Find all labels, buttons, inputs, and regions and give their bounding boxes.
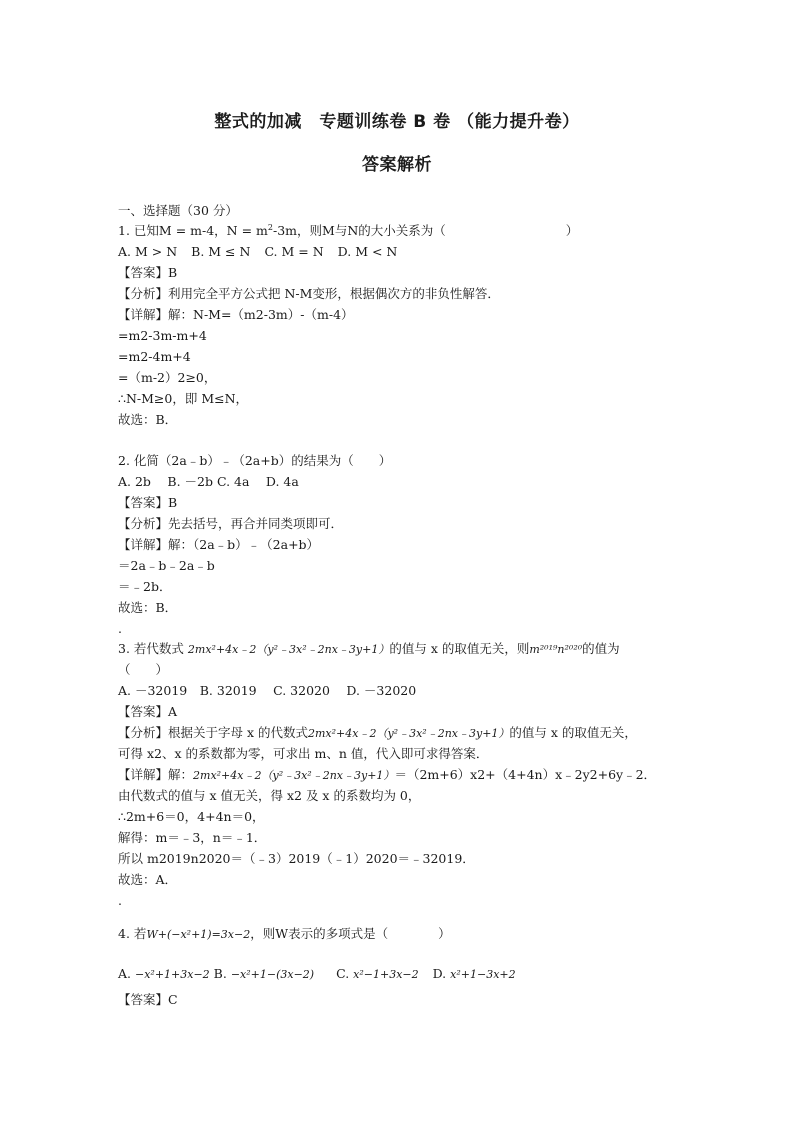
question-3-solution-line: 所以 m2019n2020＝（﹣3）2019（﹣1）2020＝﹣32019． bbox=[118, 851, 475, 866]
question-3-solution-line: 故选：A． bbox=[118, 872, 178, 887]
algebraic-expression: 2mx²+4x﹣2（y²﹣3x²﹣2nx﹣3y+1） bbox=[193, 769, 395, 782]
algebraic-expression: 2mx²+4x﹣2（y²﹣3x²﹣2nx﹣3y+1） bbox=[187, 643, 390, 656]
question-text: 若 bbox=[133, 926, 147, 941]
question-1-solution-line: =m2-4m+4 bbox=[118, 349, 191, 364]
option-d-label: D. bbox=[432, 966, 447, 981]
question-2-solution-line: 【详解】解：（2a﹣b）﹣（2a+b） bbox=[118, 537, 320, 552]
question-1-solution-line: =m2-3m-m+4 bbox=[118, 328, 207, 343]
target-expression: m²⁰¹⁹n²⁰²⁰ bbox=[529, 643, 583, 656]
question-number: 4. bbox=[118, 926, 130, 941]
question-3-answer: 【答案】A bbox=[118, 704, 178, 719]
question-text: -3m，则M与N的大小关系为（ bbox=[272, 223, 446, 238]
document-subtitle: 答案解析 bbox=[362, 155, 432, 175]
option-b: B. M ≤ N bbox=[191, 244, 251, 259]
question-3-solution-line: 解得：m＝﹣3，n＝﹣1． bbox=[118, 830, 267, 845]
question-1-answer: 【答案】B bbox=[118, 265, 178, 280]
question-4-stem bbox=[118, 926, 718, 943]
question-number: 1. bbox=[118, 223, 130, 238]
question-1-solution-line: =（m-2）2≥0， bbox=[118, 370, 217, 385]
option-d: x²+1−3x+2 bbox=[450, 968, 516, 981]
question-3-solution-line: 由代数式的值与 x 值无关，得 x2 及 x 的系数均为 0， bbox=[118, 788, 421, 803]
question-text: ，则W表示的多项式是（ ） bbox=[250, 926, 451, 941]
option-b-label: B. bbox=[213, 966, 227, 981]
option-a: −x²+1+3x−2 bbox=[135, 968, 210, 981]
question-2-solution-line: ＝﹣2b． bbox=[118, 579, 172, 594]
question-3-solution-line: ∴2m+6＝0，4+4n＝0， bbox=[118, 809, 265, 824]
question-1-analysis: 【分析】利用完全平方公式把 N-M变形，根据偶次方的非负性解答． bbox=[118, 286, 500, 301]
section-heading: 一、选择题（30 分） bbox=[118, 203, 238, 218]
option-a: A. M > N bbox=[118, 244, 178, 259]
question-2-answer: 【答案】B bbox=[118, 495, 178, 510]
question-1-solution-line: 故选：B． bbox=[118, 412, 178, 427]
option-c: x²−1+3x−2 bbox=[353, 968, 419, 981]
question-text: 已知M = m-4，N = m bbox=[133, 223, 268, 238]
question-2-options: A. 2b B. －2b C. 4a D. 4a bbox=[118, 474, 299, 489]
algebraic-expression: 2mx²+4x﹣2（y²﹣3x²﹣2nx﹣3y+1） bbox=[308, 727, 510, 740]
question-text: 的值为 bbox=[582, 641, 620, 656]
separator-dot: . bbox=[118, 893, 122, 908]
question-3-options: A. －32019 B. 32019 C. 32020 D. －32020 bbox=[118, 683, 417, 698]
solution-label: 【详解】解： bbox=[118, 767, 194, 782]
solution-text: ＝（2m+6）x2+（4+4n）x﹣2y2+6y﹣2． bbox=[394, 767, 657, 782]
option-c-label: C. bbox=[336, 966, 350, 981]
question-text: 的值与 x 的取值无关，则 bbox=[389, 641, 530, 656]
question-2-solution-line: ＝2a﹣b﹣2a﹣b bbox=[118, 558, 215, 573]
question-paren-close: ） bbox=[565, 223, 579, 238]
question-3-stem bbox=[118, 641, 718, 658]
question-4-options bbox=[118, 966, 718, 983]
question-2-solution-line: 故选：B． bbox=[118, 600, 178, 615]
question-3-paren: （ ） bbox=[118, 662, 169, 677]
question-4-answer: 【答案】C bbox=[118, 992, 178, 1007]
analysis-text: 【分析】根据关于字母 x 的代数式 bbox=[118, 725, 308, 740]
option-c: C. M = N bbox=[264, 244, 324, 259]
question-number: 2. bbox=[118, 453, 130, 468]
option-d: D. M < N bbox=[337, 244, 398, 259]
option-a-label: A. bbox=[118, 966, 132, 981]
document-title: 整式的加减 专题训练卷 B 卷 （能力提升卷） bbox=[214, 112, 580, 132]
option-b: −x²+1−(3x−2) bbox=[230, 968, 315, 981]
equation: W+(−x²+1)=3x−2 bbox=[146, 928, 251, 941]
question-1-options bbox=[118, 244, 718, 260]
question-1-solution-line: ∴N-M≥0，即 M≤N， bbox=[118, 391, 249, 406]
question-text: 化简（2a﹣b）﹣（2a+b）的结果为（ ） bbox=[133, 453, 392, 468]
question-3-solution bbox=[118, 767, 718, 784]
question-1-solution-line: 【详解】解：N-M=（m2-3m）-（m-4） bbox=[118, 307, 354, 322]
question-3-analysis bbox=[118, 725, 718, 742]
question-1-stem bbox=[118, 223, 718, 239]
question-number: 3. bbox=[118, 641, 130, 656]
separator-dot: . bbox=[118, 621, 122, 636]
question-2-stem bbox=[118, 453, 718, 469]
question-2-analysis: 【分析】先去括号，再合并同类项即可． bbox=[118, 516, 344, 531]
question-text: 若代数式 bbox=[133, 641, 184, 656]
analysis-text: 的值与 x 的取值无关， bbox=[509, 725, 637, 740]
question-3-analysis-cont: 可得 x2、x 的系数都为零，可求出 m、n 值，代入即可求得答案． bbox=[118, 746, 489, 761]
exponent: 2 bbox=[267, 223, 273, 232]
